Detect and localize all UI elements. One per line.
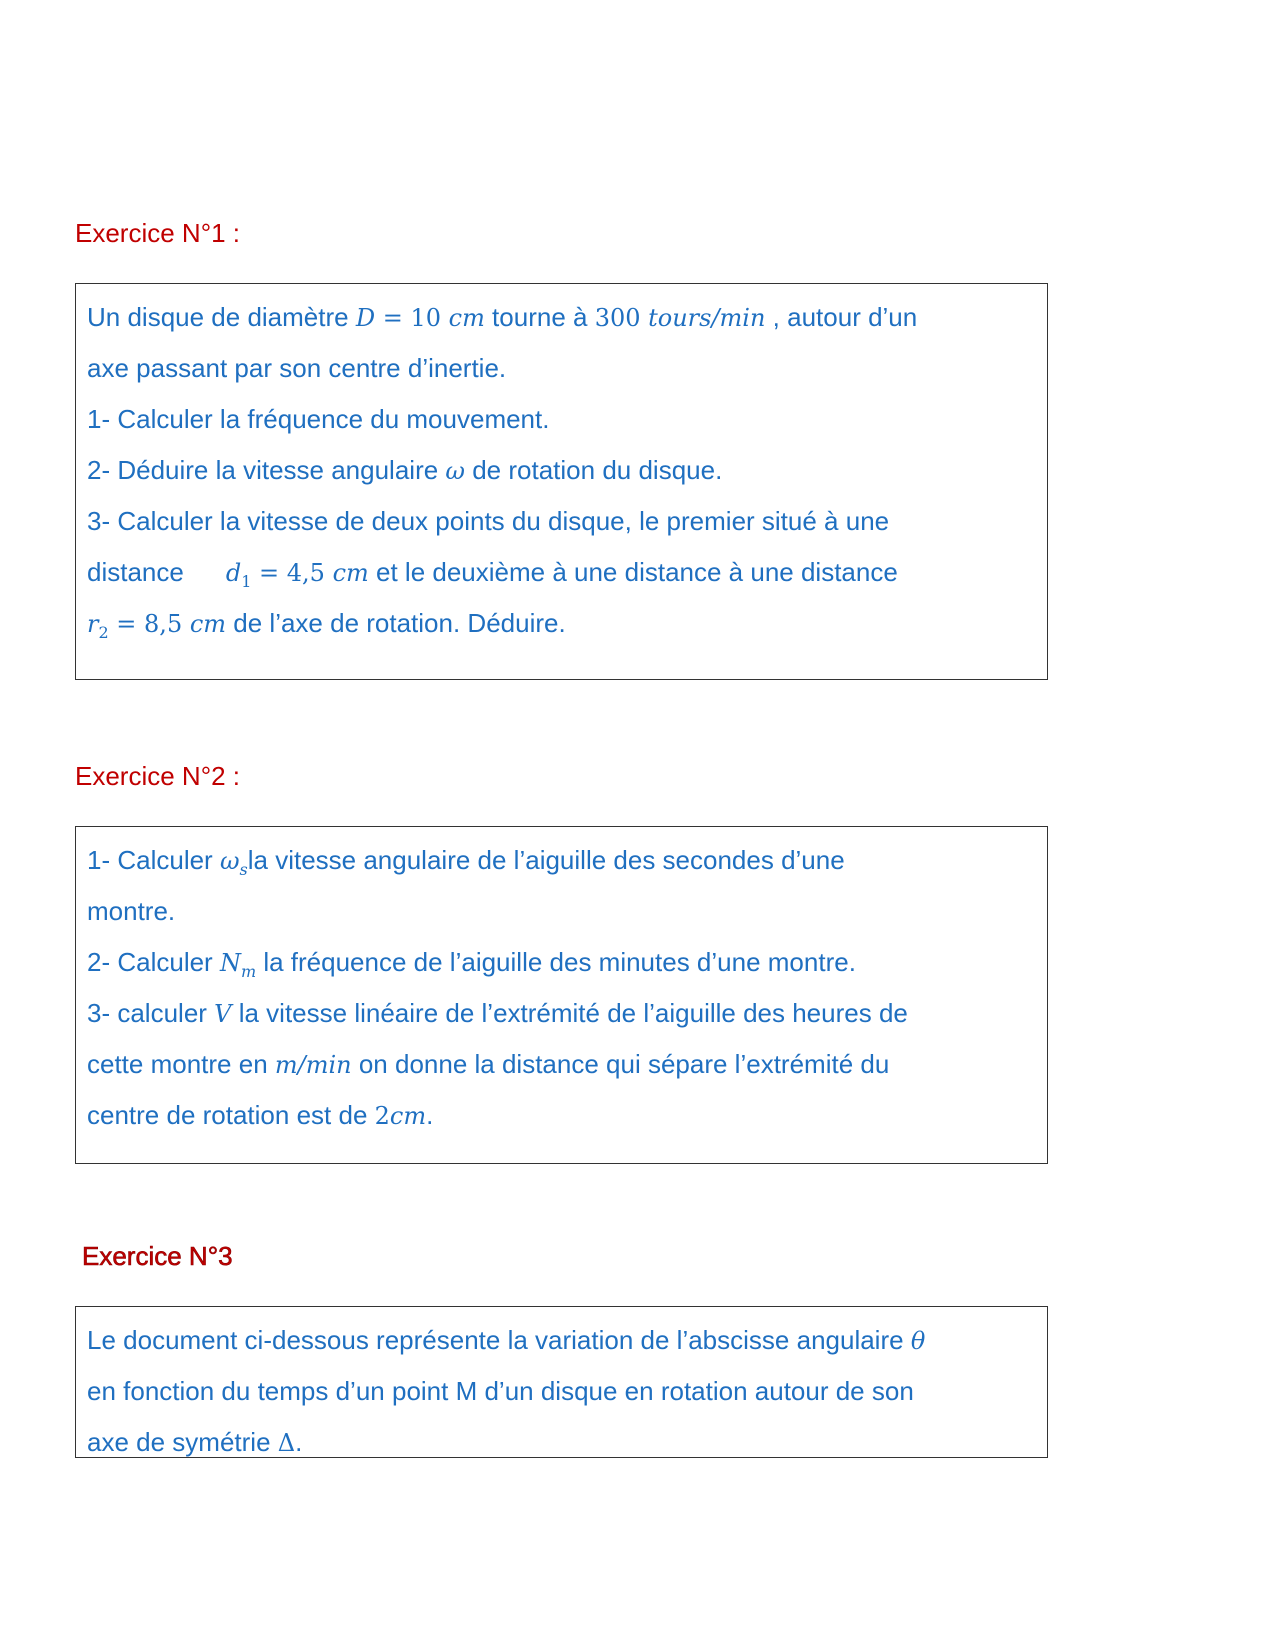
exercise-1-title: Exercice N°1 : bbox=[75, 218, 241, 248]
text: 3- calculer bbox=[87, 998, 215, 1028]
exercise-3-box bbox=[75, 1306, 1048, 1458]
math-equals: = 10 bbox=[375, 304, 449, 332]
math-subscript: 1 bbox=[241, 572, 252, 591]
math-300: 300 bbox=[594, 304, 649, 332]
exercise-3-line bbox=[87, 1315, 1036, 1366]
exercise-2-question-1 bbox=[87, 835, 1036, 886]
exercise-2-line bbox=[87, 1039, 1036, 1090]
text: 2- Déduire la vitesse angulaire bbox=[87, 455, 446, 485]
math-subscript: s bbox=[239, 860, 248, 879]
text: centre de rotation est de bbox=[87, 1100, 375, 1130]
exercise-2-title: Exercice N°2 : bbox=[75, 761, 241, 791]
math-subscript: 2 bbox=[98, 623, 109, 642]
math-unit-cm: cm bbox=[448, 304, 485, 332]
text: axe de symétrie bbox=[87, 1427, 278, 1457]
math-r: r bbox=[87, 610, 99, 638]
exercise-2-box bbox=[75, 826, 1048, 1164]
exercise-1-question-2 bbox=[87, 445, 1036, 496]
text: Un disque de diamètre bbox=[87, 302, 356, 332]
math-equals: = 4,5 bbox=[251, 559, 333, 587]
text: cette montre en bbox=[87, 1049, 275, 1079]
text: de rotation du disque. bbox=[465, 455, 723, 485]
exercise-2-question-2 bbox=[87, 937, 1036, 988]
exercise-2-question-3 bbox=[87, 988, 1036, 1039]
exercise-1-line bbox=[87, 292, 1036, 343]
math-unit-cm: cm bbox=[389, 1102, 427, 1130]
math-d: d bbox=[225, 559, 242, 587]
text: , autour d’un bbox=[765, 302, 918, 332]
text: distance bbox=[87, 557, 184, 587]
exercise-3-title: Exercice N°3 bbox=[82, 1241, 233, 1271]
exercise-1-line bbox=[87, 598, 1036, 649]
text: et le deuxième à une distance à une distance bbox=[368, 557, 898, 587]
text: 2- Calculer bbox=[87, 947, 220, 977]
math-unit-cm: cm bbox=[332, 559, 369, 587]
text: 1- Calculer bbox=[87, 845, 220, 875]
math-theta: θ bbox=[910, 1327, 926, 1355]
text: . bbox=[426, 1100, 434, 1130]
math-equals: = 8,5 bbox=[108, 610, 190, 638]
math-delta: Δ bbox=[277, 1429, 296, 1457]
exercise-1-line bbox=[87, 547, 1036, 598]
math-2: 2 bbox=[374, 1102, 390, 1130]
exercise-3-line: en fonction du temps d’un point M d’un disque en rotation autour de son bbox=[87, 1376, 914, 1406]
text: Le document ci-dessous représente la variation de l’abscisse angulaire bbox=[87, 1325, 911, 1355]
math-subscript: m bbox=[240, 962, 257, 981]
text: tourne à bbox=[484, 302, 595, 332]
math-omega: ω bbox=[445, 457, 465, 485]
text: on donne la distance qui sépare l’extrémité du bbox=[351, 1049, 890, 1079]
text: la fréquence de l’aiguille des minutes d’une montre. bbox=[256, 947, 856, 977]
math-V: V bbox=[214, 1000, 232, 1028]
exercise-1-question-1: 1- Calculer la fréquence du mouvement. bbox=[87, 404, 550, 434]
math-omega: ω bbox=[219, 847, 240, 875]
text: la vitesse angulaire de l’aiguille des secondes d’une bbox=[247, 845, 845, 875]
math-m-per-min: m/min bbox=[274, 1051, 352, 1079]
exercise-1-line: axe passant par son centre d’inertie. bbox=[87, 353, 507, 383]
exercise-2-line bbox=[87, 1090, 1036, 1141]
text: la vitesse linéaire de l’extrémité de l’aiguille des heures de bbox=[231, 998, 908, 1028]
exercise-1-question-3: 3- Calculer la vitesse de deux points du disque, le premier situé à une bbox=[87, 506, 890, 536]
text: de l’axe de rotation. Déduire. bbox=[226, 608, 566, 638]
math-tours-min: tours/min bbox=[648, 304, 766, 332]
math-unit-cm: cm bbox=[189, 610, 227, 638]
exercise-2-line: montre. bbox=[87, 896, 176, 926]
exercise-3-line bbox=[87, 1417, 1036, 1468]
math-D: D bbox=[355, 304, 376, 332]
text: . bbox=[295, 1427, 303, 1457]
math-N: N bbox=[219, 949, 241, 977]
exercise-1-box bbox=[75, 283, 1048, 680]
